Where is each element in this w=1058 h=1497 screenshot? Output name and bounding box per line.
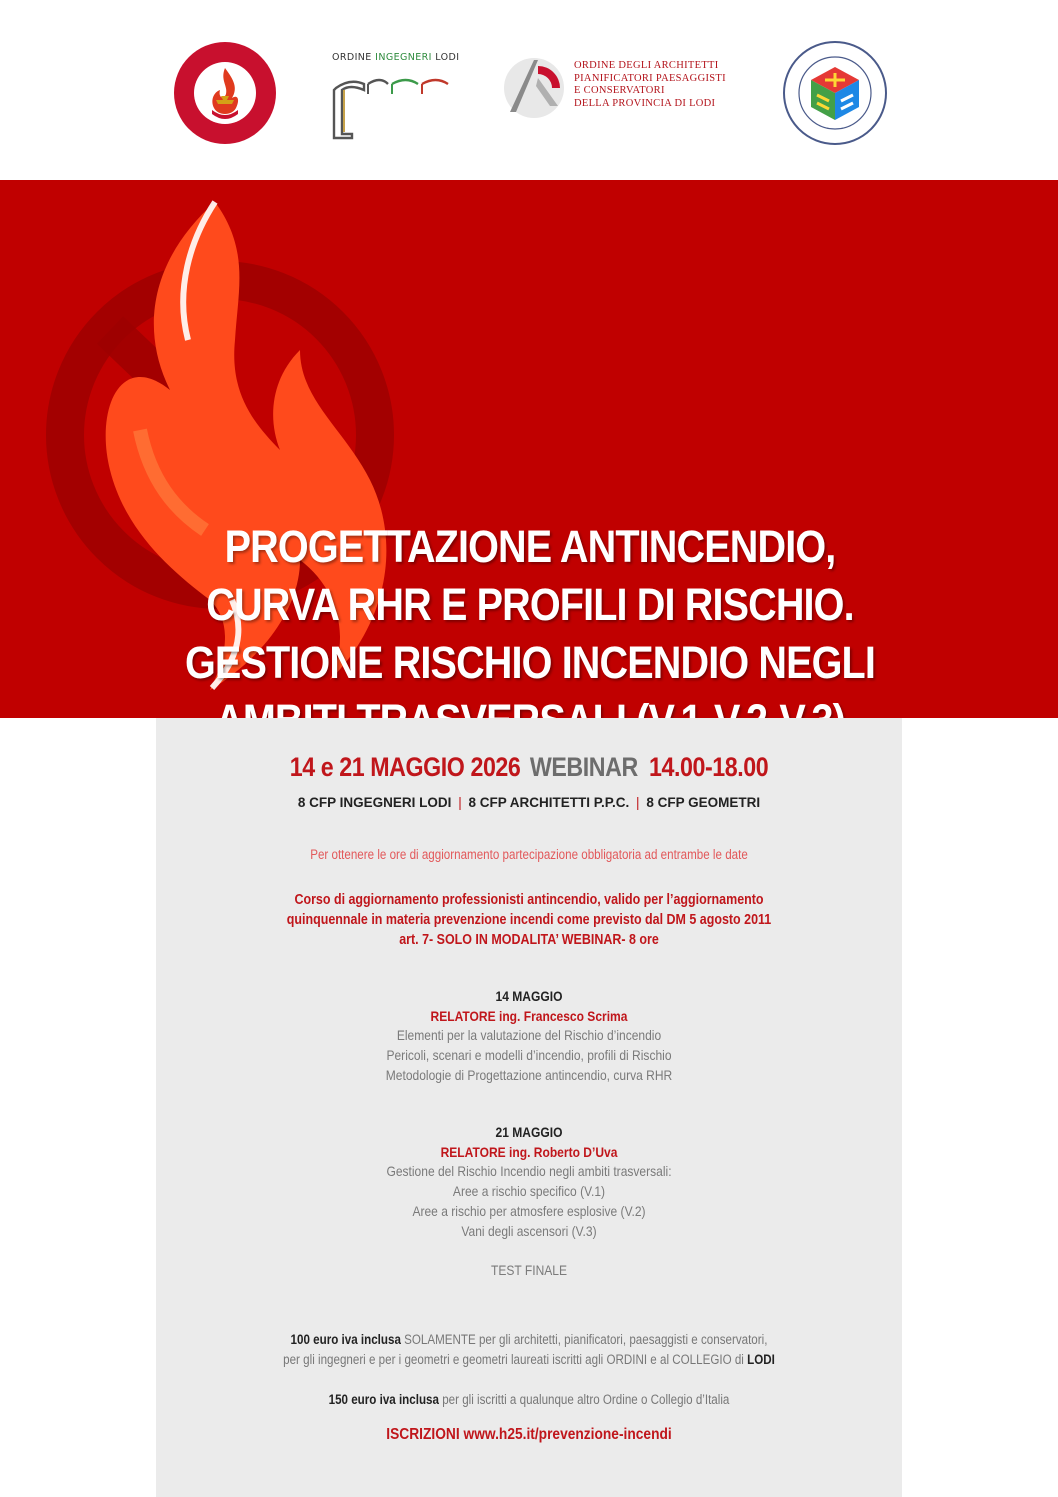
price-local-city: LODI (747, 1352, 775, 1367)
ordine-architetti-logo (500, 52, 740, 122)
price-other-desc: per gli iscritti a qualunque altro Ordine o Collegio d’Italia (438, 1392, 730, 1407)
ordine-ingegneri-mark (328, 50, 458, 145)
ordine-ingegneri-title: ORDINE INGEGNERI LODI (332, 52, 460, 63)
price-local-amount: 100 euro iva inclusa (290, 1332, 401, 1347)
program-speaker-1: RELATORE ing. Francesco Scrima (430, 1008, 628, 1024)
logo-strip (0, 0, 1058, 180)
program-topics-2 (208, 1161, 850, 1241)
arch-line-4: DELLA PROVINCIA DI LODI (574, 97, 716, 109)
price-local-desc-2: per gli ingegneri e per i geometri e geometri laureati iscritti agli ORDINI e al COLLEGIO di (283, 1352, 748, 1367)
cfp-separator: | (636, 795, 640, 810)
vigili-del-fuoco-logo (172, 40, 278, 146)
ordine-architetti-name (574, 60, 726, 110)
info-panel (156, 718, 902, 1497)
price-other (208, 1390, 850, 1410)
topic-item: Elementi per la valutazione del Rischio d’incendio (396, 1027, 662, 1043)
topic-item: Vani degli ascensori (V.3) (461, 1223, 597, 1239)
price-local-line-2 (208, 1350, 850, 1370)
ordine-architetti-mark (500, 52, 570, 122)
event-time: 14.00-18.00 (648, 752, 769, 782)
price-other-amount: 150 euro iva inclusa (328, 1392, 439, 1407)
arch-line-2: PIANIFICATORI PAESAGGISTI (574, 72, 726, 84)
final-test: TEST FINALE (490, 1262, 568, 1278)
topic-item: Aree a rischio per atmosfere esplosive (V.2) (412, 1203, 646, 1219)
cfp-architetti: 8 CFP ARCHITETTI P.P.C. (468, 795, 630, 810)
title-line-1: PROGETTAZIONE ANTINCENDIO, (224, 521, 836, 572)
cfp-separator: | (458, 795, 462, 810)
course-line: Corso di aggiornamento professionisti antincendio, valido per l’aggiornamento (294, 892, 764, 908)
program-day-1: 14 MAGGIO (495, 988, 563, 1004)
course-title (178, 518, 882, 750)
topic-item: Metodologie di Progettazione antincendio, curva RHR (385, 1067, 673, 1083)
program-speaker-2: RELATORE ing. Roberto D’Uva (440, 1144, 618, 1160)
vvf-emblem (172, 40, 278, 146)
cfp-geometri: 8 CFP GEOMETRI (646, 795, 761, 810)
course-line: art. 7- SOLO IN MODALITA’ WEBINAR- 8 ore (399, 932, 659, 948)
event-mode: WEBINAR (529, 752, 638, 782)
arch-line-1: ORDINE DEGLI ARCHITETTI (574, 60, 719, 71)
topic-item: Pericoli, scenari e modelli d’incendio, profili di Rischio (386, 1047, 672, 1063)
title-banner (0, 180, 1058, 718)
cfp-credits (156, 795, 902, 810)
arch-line-3: E CONSERVATORI (574, 85, 665, 96)
price-local-line-1 (208, 1330, 850, 1350)
title-line-2: CURVA RHR E PROFILI DI RISCHIO. (206, 579, 854, 630)
event-dates: 14 e 21 MAGGIO 2026 (289, 752, 521, 782)
cfp-ingegneri: 8 CFP INGEGNERI LODI (297, 795, 452, 810)
topic-item: Gestione del Rischio Incendio negli ambiti trasversali: (386, 1163, 672, 1179)
program-topics-1 (208, 1025, 850, 1085)
course-line: quinquennale in materia prevenzione incendi come previsto dal DM 5 agosto 2011 (286, 912, 772, 928)
course-description (208, 890, 850, 950)
price-local-desc: SOLAMENTE per gli architetti, pianificatori, paesaggisti e conservatori, (400, 1332, 768, 1347)
title-line-3: GESTIONE RISCHIO INCENDIO NEGLI (184, 637, 875, 688)
event-dates-line (208, 752, 850, 783)
collegio-geometri-logo (782, 40, 888, 146)
attendance-note: Per ottenere le ore di aggiornamento partecipazione obbligatoria ad entrambe le date (310, 847, 748, 862)
program-day-2: 21 MAGGIO (495, 1124, 563, 1140)
collegio-geometri-seal (782, 40, 888, 146)
registration-link[interactable]: ISCRIZIONI www.h25.it/prevenzione-incendi (386, 1426, 672, 1443)
price-local (208, 1330, 850, 1370)
ordine-ingegneri-logo (328, 50, 458, 145)
topic-item: Aree a rischio specifico (V.1) (452, 1183, 606, 1199)
